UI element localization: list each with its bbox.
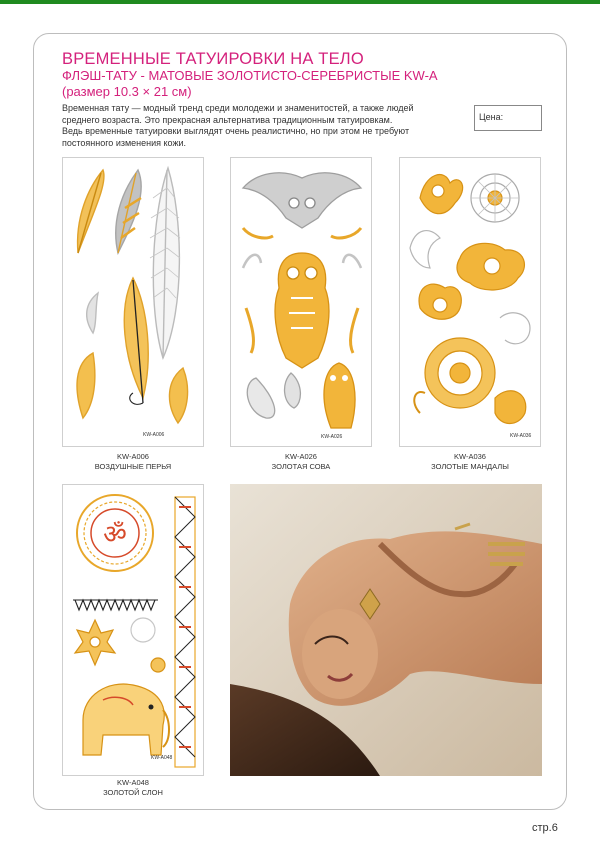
product-name: ЗОЛОТЫЕ МАНДАЛЫ: [431, 462, 509, 471]
product-name: ЗОЛОТАЯ СОВА: [271, 462, 331, 471]
product-name: ЗОЛОТОЙ СЛОН: [103, 788, 163, 797]
product-code: KW-A048: [117, 778, 149, 787]
svg-text:ॐ: ॐ: [103, 520, 127, 550]
product-caption-owl: [230, 452, 372, 472]
product-card-owl[interactable]: [230, 157, 372, 447]
product-code: KW-A026: [285, 452, 317, 461]
product-card-feathers[interactable]: [62, 157, 204, 447]
product-code: KW-A036: [454, 452, 486, 461]
sheet-code: KW-A026: [321, 434, 343, 440]
description-line: Ведь временные татуировки выглядят очень реалистично, но при этом не требуют: [62, 126, 410, 136]
description-line: среднего возраста. Это прекрасная альтернатива традиционным татуировкам.: [62, 114, 393, 125]
top-accent-bar: [0, 0, 600, 4]
product-card-elephant[interactable]: [62, 484, 204, 776]
page-title: ВРЕМЕННЫЕ ТАТУИРОВКИ НА ТЕЛО: [62, 50, 364, 68]
description-line: Временная тату — модный тренд среди молодежи и знаменитостей, а также людей: [62, 103, 414, 113]
product-name: ВОЗДУШНЫЕ ПЕРЬЯ: [94, 462, 172, 471]
elephant-illustration: [63, 485, 204, 776]
page-number: стр.6: [532, 822, 558, 834]
price-box: Цена:: [474, 105, 542, 131]
sheet-code: KW-A006: [143, 432, 165, 438]
description: [62, 103, 462, 149]
model-photo: [230, 484, 542, 776]
description-line: постоянного изменения кожи.: [62, 137, 187, 148]
product-caption-mandalas: [399, 452, 541, 472]
product-caption-feathers: [62, 452, 204, 472]
sheet-code: KW-A048: [151, 755, 173, 761]
sheet-code: KW-A036: [510, 433, 532, 439]
mandalas-illustration: [400, 158, 541, 447]
owl-illustration: [231, 158, 372, 447]
page-subtitle: ФЛЭШ-ТАТУ - МАТОВЫЕ ЗОЛОТИСТО-СЕРЕБРИСТЫЕ KW-A: [62, 68, 438, 83]
product-card-mandalas[interactable]: [399, 157, 541, 447]
feathers-illustration: [63, 158, 204, 447]
model-photo-art: [230, 484, 542, 776]
size-note: (размер 10.3 × 21 см): [62, 84, 192, 99]
product-code: KW-A006: [117, 452, 149, 461]
product-caption-elephant: [62, 778, 204, 798]
